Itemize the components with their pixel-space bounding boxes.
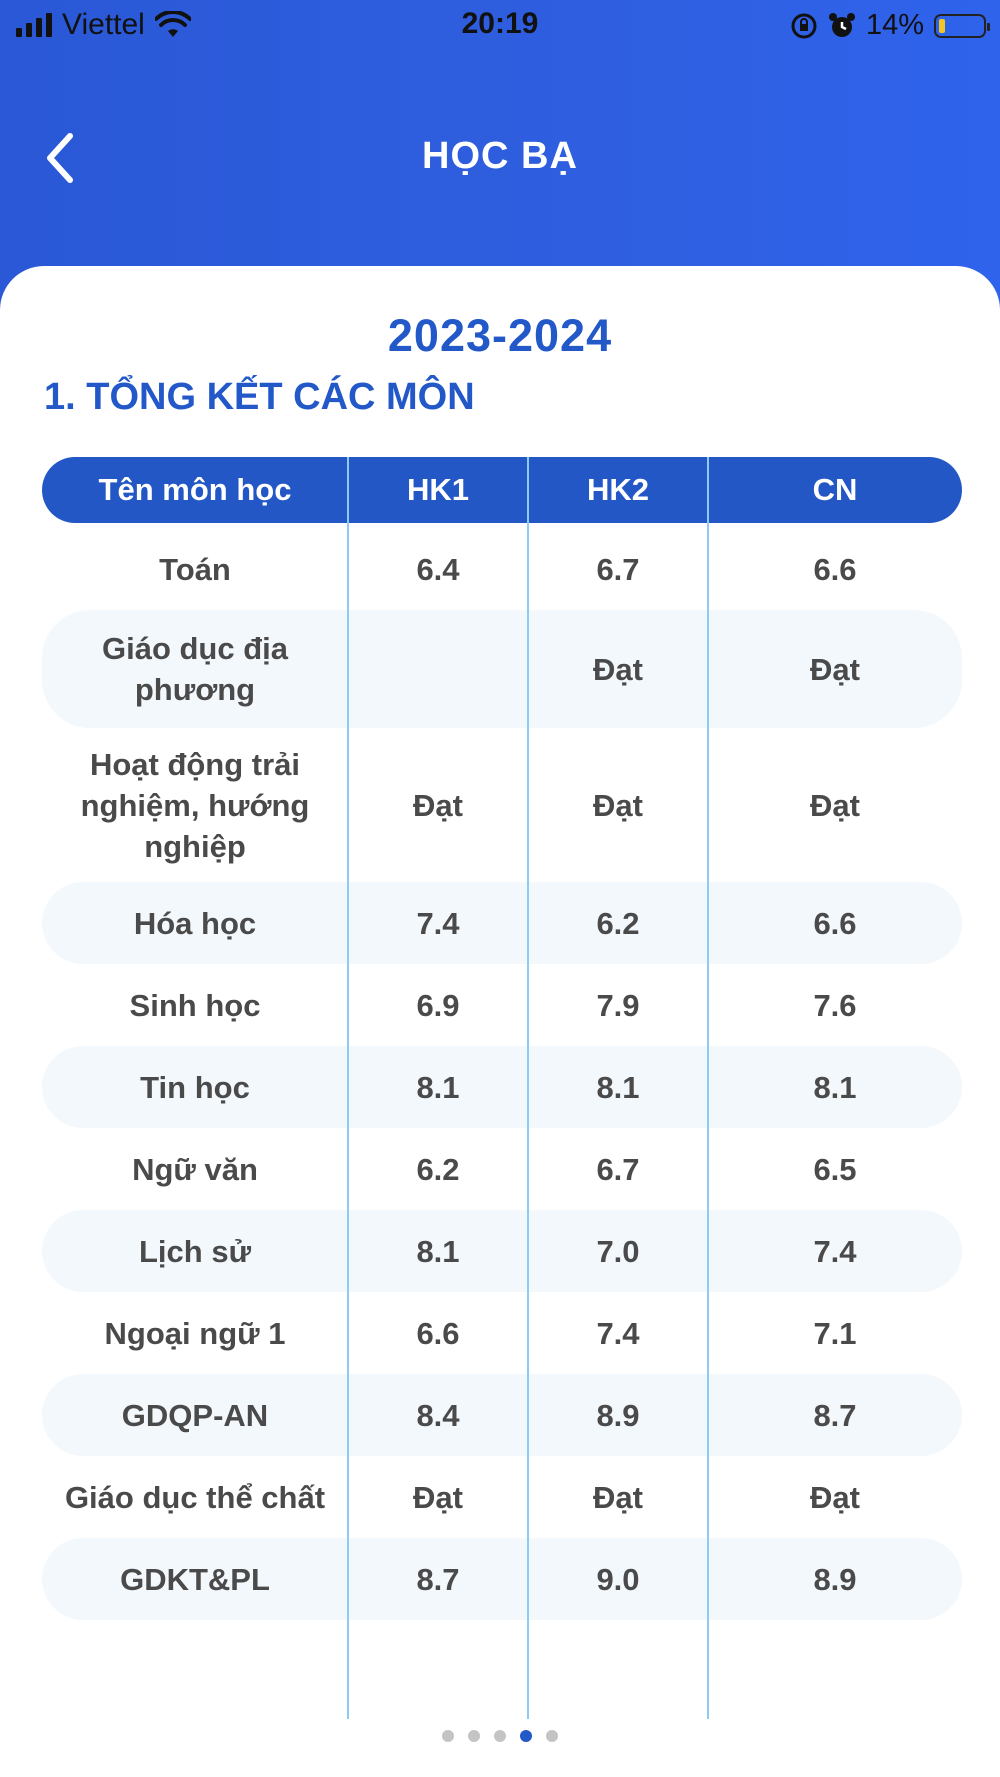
table-row [42, 1374, 962, 1456]
hk2-cell: 7.9 [596, 987, 640, 1023]
subject-cell: Giáo dục địa phương [101, 631, 289, 707]
page-dot[interactable] [468, 1730, 480, 1742]
subject-cell: Giáo dục thể chất [64, 1479, 326, 1515]
column-divider [527, 457, 529, 1719]
cn-cell: 8.9 [813, 1561, 857, 1597]
hk1-cell: 6.6 [416, 1315, 460, 1351]
table-row [42, 882, 962, 964]
hk2-cell: 6.7 [596, 1151, 640, 1187]
header-hk2: HK2 [586, 472, 649, 507]
hk1-cell: 8.1 [416, 1069, 460, 1105]
table-row [42, 1210, 962, 1292]
subject-cell: Toán [159, 551, 231, 587]
hk2-cell: 6.7 [596, 551, 640, 587]
cn-cell: Đạt [810, 651, 860, 687]
battery-percent: 14% [865, 9, 924, 41]
table-row [42, 728, 962, 882]
hk1-cell: Đạt [413, 1479, 463, 1515]
hk1-cell [348, 610, 528, 728]
subject-cell: Tin học [140, 1069, 250, 1105]
subject-cell: Ngoại ngữ 1 [104, 1315, 286, 1351]
hk1-cell: 6.4 [416, 551, 460, 587]
subject-cell: Lịch sử [138, 1233, 252, 1269]
cn-cell: 7.6 [813, 987, 857, 1023]
hk2-cell: 9.0 [596, 1561, 640, 1597]
hk1-cell: 6.9 [416, 987, 460, 1023]
table-row [42, 528, 962, 610]
page-dot[interactable] [546, 1730, 558, 1742]
school-year: 2023-2024 [387, 310, 613, 361]
cn-cell: 8.7 [813, 1397, 857, 1433]
table-row [42, 1538, 962, 1620]
hk1-cell: Đạt [413, 787, 463, 823]
table-header [42, 457, 962, 523]
cn-cell: 7.4 [813, 1233, 857, 1269]
section-title: 1. TỔNG KẾT CÁC MÔN [44, 376, 475, 418]
cn-cell: 7.1 [813, 1315, 857, 1351]
status-time: 20:19 [461, 7, 539, 40]
subject-cell: GDKT&PL [120, 1561, 270, 1597]
cn-cell: 6.5 [813, 1151, 857, 1187]
subject-cell: Hoạt động trải nghiệm, hướng nghiệp [80, 746, 310, 864]
subject-cell: GDQP-AN [121, 1397, 269, 1433]
header-cn: CN [812, 472, 858, 507]
hk2-cell: Đạt [593, 1479, 643, 1515]
table-row [42, 1292, 962, 1374]
hk2-cell: Đạt [593, 787, 643, 823]
hk1-cell: 8.4 [416, 1397, 460, 1433]
hk2-cell: 8.1 [596, 1069, 640, 1105]
hk2-cell: 7.0 [596, 1233, 640, 1269]
hk2-cell: Đạt [593, 651, 643, 687]
column-divider [347, 457, 349, 1719]
rotation-lock-icon [790, 12, 818, 40]
battery-level-fill [939, 19, 945, 33]
page-dot[interactable] [442, 1730, 454, 1742]
content-card [0, 266, 1000, 1777]
page-title: HỌC BẠ [422, 135, 578, 177]
hk2-cell: 6.2 [596, 905, 640, 941]
hk1-cell: 8.1 [416, 1233, 460, 1269]
page-dot[interactable] [494, 1730, 506, 1742]
column-divider [707, 457, 709, 1719]
cn-cell: Đạt [810, 787, 860, 823]
hk1-cell: 7.4 [416, 905, 460, 941]
page-indicator[interactable] [0, 1730, 1000, 1742]
hk2-cell: 7.4 [596, 1315, 640, 1351]
subject-cell: Ngữ văn [132, 1151, 258, 1187]
table-row [42, 964, 962, 1046]
header-subject: Tên môn học [98, 472, 292, 507]
page-dot[interactable] [520, 1730, 532, 1742]
cn-cell: 6.6 [813, 551, 857, 587]
grades-table [42, 457, 962, 1719]
hk2-cell: 8.9 [596, 1397, 640, 1433]
hk1-cell: 6.2 [416, 1151, 460, 1187]
alarm-icon [828, 12, 856, 40]
carrier-name: Viettel [62, 8, 145, 41]
cn-cell: 6.6 [813, 905, 857, 941]
status-bar [0, 0, 1000, 52]
battery-icon [934, 14, 986, 38]
table-row [42, 1128, 962, 1210]
table-row [42, 1046, 962, 1128]
table-row [42, 610, 962, 728]
hk1-cell: 8.7 [416, 1561, 460, 1597]
cn-cell: 8.1 [813, 1069, 857, 1105]
subject-cell: Sinh học [129, 987, 261, 1023]
cn-cell: Đạt [810, 1479, 860, 1515]
table-row [42, 1456, 962, 1538]
header-hk1: HK1 [406, 472, 469, 507]
subject-cell: Hóa học [133, 905, 257, 941]
